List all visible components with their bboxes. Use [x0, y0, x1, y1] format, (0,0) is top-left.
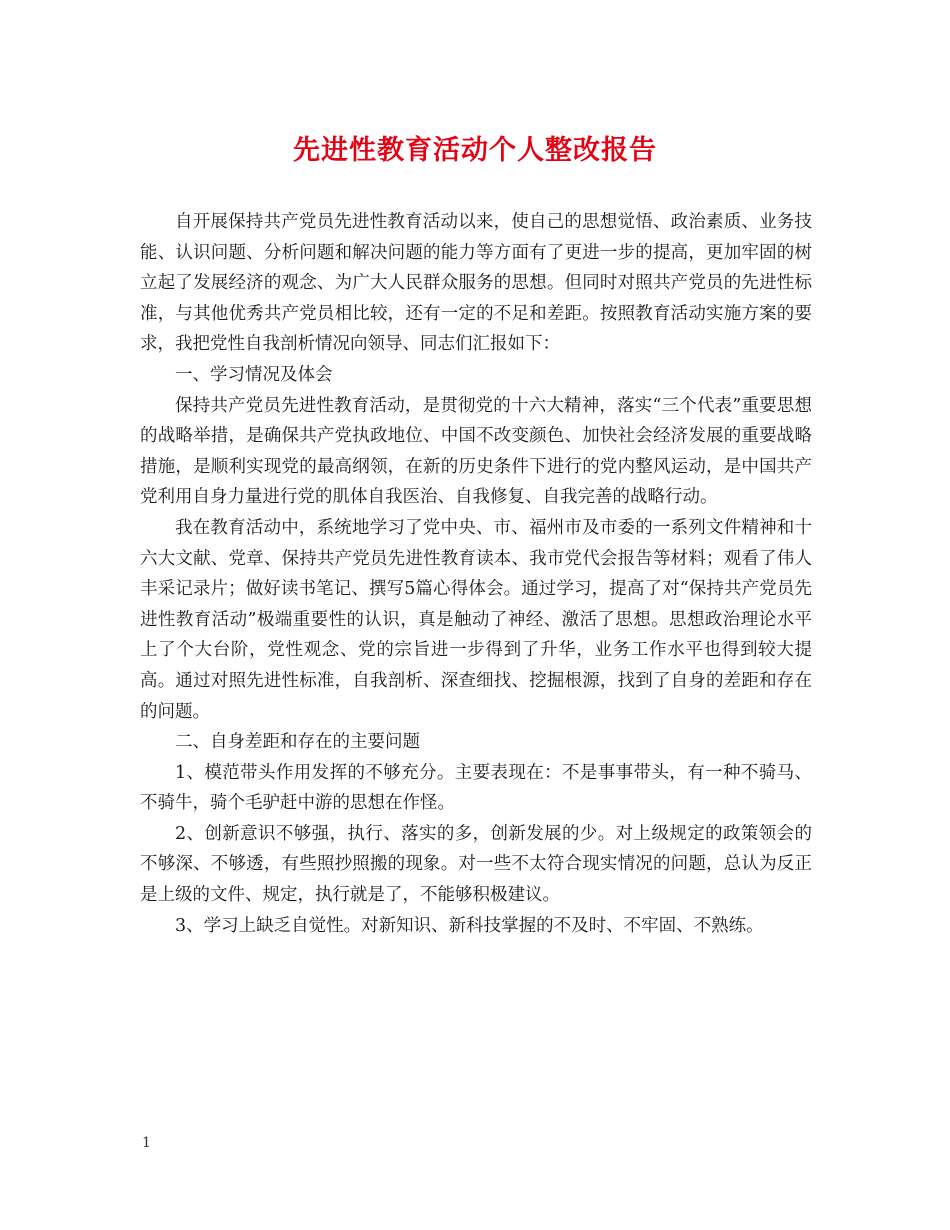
paragraph-significance: 保持共产党员先进性教育活动，是贯彻党的十六大精神，落实“三个代表”重要思想的战略举措，是确保共产党执政地位、中国不改变颜色、加快社会经济发展的重要战略措施，是顺利实现党的最高纲领，在新的历史条件下进行的党内整风运动，是中国共产党利用自身力量进行党的肌体自我医治、自我修复、自我完善的战略行动。 — [140, 395, 812, 508]
section-heading-2: 二、自身差距和存在的主要问题 — [175, 732, 420, 753]
paragraph-intro: 自开展保持共产党员先进性教育活动以来，使自己的思想觉悟、政治素质、业务技能、认识问题、分析问题和解决问题的能力等方面有了更进一步的提高，更加牢固的树立起了发展经济的观念、为广大人民群众服务的思想。但同时对照共产党员的先进性标准，与其他优秀共产党员相比较，还有一定的不足和差距。按照教育活动实施方案的要求，我把党性自我剖析情况向领导、同志们汇报如下： — [140, 212, 812, 355]
document-body — [140, 207, 812, 941]
document-title: 先进性教育活动个人整改报告 — [293, 135, 657, 166]
page-number: 1 — [142, 1135, 151, 1151]
problem-item-2: 2、创新意识不够强，执行、落实的多，创新发展的少。对上级规定的政策领会的不够深、不够透，有些照抄照搬的现象。对一些不太符合现实情况的问题，总认为反正是上级的文件、规定，执行就是了，不能够积极建议。 — [140, 823, 812, 906]
section-heading-1: 一、学习情况及体会 — [175, 364, 333, 385]
problem-item-3: 3、学习上缺乏自觉性。对新知识、新科技掌握的不及时、不牢固、不熟练。 — [175, 915, 764, 936]
paragraph-study: 我在教育活动中，系统地学习了党中央、市、福州市及市委的一系列文件精神和十六大文献、党章、保持共产党员先进性教育读本、我市党代会报告等材料；观看了伟人丰采记录片；做好读书笔记、撰写5篇心得体会。通过学习，提高了对“保持共产党员先进性教育活动”极端重要性的认识，真是触动了神经、激活了思想。思想政治理论水平上了个大台阶，党性观念、党的宗旨进一步得到了升华，业务工作水平也得到较大提高。通过对照先进性标准，自我剖析、深查细找、挖掘根源，找到了自身的差距和存在的问题。 — [140, 517, 812, 722]
problem-item-1: 1、模范带头作用发挥的不够充分。主要表现在：不是事事带头，有一种不骑马、不骑牛，骑个毛驴赶中游的思想在作怪。 — [140, 762, 812, 814]
